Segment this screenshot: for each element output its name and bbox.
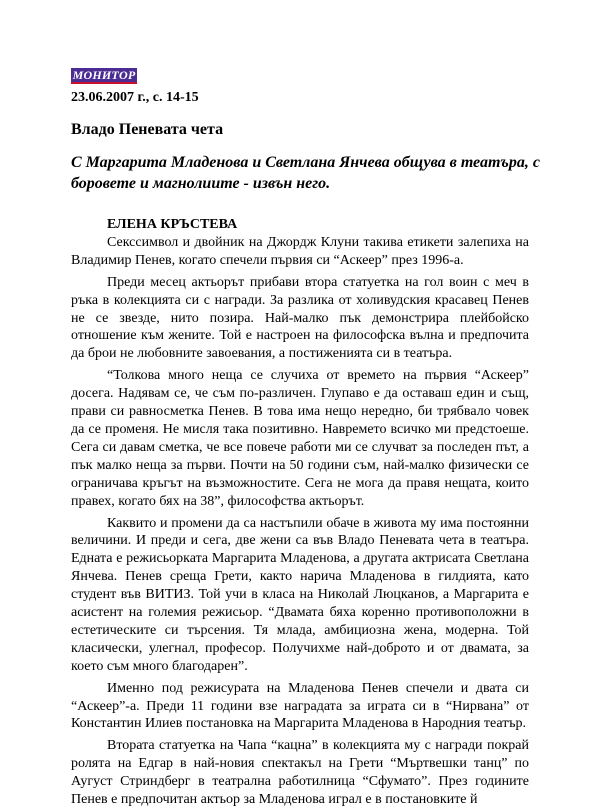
article-subtitle: С Маргарита Младенова и Светлана Янчева общува в театъра, с боровете и магнолиите - извън него.	[71, 154, 540, 192]
article-paragraph: “Толкова много неща се случиха от времето на първия “Аскеер” досега. Надявам се, че съм по-различен. Глупаво е да оставаш един и същ, прави си равносметка Пенев. В това има нещо нередно, би трябвало човек да се променя. Не мисля така позитивно. Навремето всичко ми предстоеше. Сега си давам сметка, че все повече работи ми се случват за последен път, а пък малко неща за първи. Почти на 50 години съм, най-малко физически се ограничава кръгът на възможностите. Сега не мога да правя нещата, които правех, когато бях на 38”, философства актьорът.	[71, 368, 529, 509]
article-title: Владо Пеневата чета	[71, 121, 224, 138]
article-paragraph: Именно под режисурата на Младенова Пенев спечели и двата си “Аскеер”-а. Преди 11 години взе наградата за играта си в “Нирвана” от Константин Илиев постановка на Маргарита Младенова в Народния театър.	[71, 680, 529, 732]
article-paragraph: Каквито и промени да са настъпили обаче в живота му има постоянни величини. И преди и сега, две жени са във Владо Пеневата чета в театъра. Едната е режисьорката Маргарита Младенова, а другата актрисата Светлана Янчева. Пенев среща Грети, както нарича Младенова в гилдията, като студент във ВИТИЗ. Той учи в класа на Николай Люцканов, а Маргарита е асистент на големия режисьор. “Двамата бяха коренно противоположни в естетическите си търсения. Тя млада, амбициозна жена, модерна. Той класически, улегнал, професор. Получихме най-доброто и от двамата, за което съм много благодарен”.	[71, 515, 529, 674]
newspaper-logo: МОНИТОР	[72, 68, 136, 82]
publication-dateline: 23.06.2007 г., с. 14-15	[71, 90, 199, 105]
article-author: ЕЛЕНА КРЪСТЕВА	[107, 217, 238, 232]
article-body	[71, 216, 529, 809]
article-paragraph: Преди месец актьорът прибави втора статуетка на гол воин с меч в ръка в колекцията си с награди. За разлика от холивудския красавец Пенев не се звезде, нито позира. Най-малко пък демонстрира плейбойско отношение към жените. Той е настроен на философска вълна и предпочита да брои не любовните завоевания, а постиженията си в театъра.	[71, 274, 529, 362]
article-paragraph: Секссимвол и двойник на Джордж Клуни такива етикети залепиха на Владимир Пенев, когато спечели първия си “Аскеер” през 1996-а.	[71, 234, 529, 268]
article-paragraph: Втората статуетка на Чапа “кацна” в колекцията му с награди покрай ролята на Едгар в най-новия спектакъл на Грети “Мъртвешки танц” по Аугуст Стриндберг в театрална работилница “Сфумато”. През годините Пенев е предпочитан актьор за Младенова играл е в постановките й	[71, 738, 529, 808]
